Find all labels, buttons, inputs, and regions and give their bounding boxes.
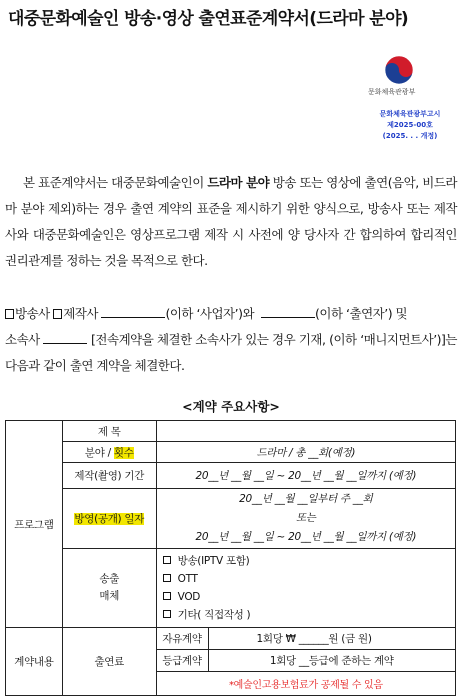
program-label: 프로그램 [6, 421, 63, 628]
parties-paragraph [5, 301, 457, 379]
grade-contract-label: 등급계약 [156, 650, 208, 672]
media-label-line: 매체 [99, 590, 120, 602]
media-label-line: 송출 [99, 573, 120, 585]
intro-text: 본 표준계약서는 대중문화예술인이 [23, 175, 208, 190]
contract-label: 계약내용 [6, 628, 63, 696]
grade-contract-value[interactable]: 1회당 __등급에 준하는 계약 [208, 650, 456, 672]
media-option[interactable]: VOD [163, 588, 453, 606]
agency-label: 소속사 [5, 332, 40, 347]
free-contract-value[interactable]: 1회당 ₩ ______원 (금 원) [208, 628, 456, 650]
ministry-name: 문화체육관광부 [368, 88, 416, 96]
parties-text: [전속계약을 체결한 소속사가 있는 경우 기재, (이하 ‘매니지먼트사’)]는 다음과 같이 출연 계약을 체결한다. [5, 332, 457, 373]
filming-period-value: 20__년 __월 __일 ~ 20__년 __월 __일까지 (예정) [156, 463, 455, 489]
media-option[interactable]: OTT [163, 570, 453, 588]
checkbox-icon[interactable] [163, 610, 171, 618]
broadcaster-checkbox[interactable] [5, 309, 14, 319]
checkbox-icon[interactable] [163, 574, 171, 582]
taegeuk-emblem-icon [384, 55, 414, 85]
contract-summary-table [5, 420, 456, 696]
genre-label [62, 442, 156, 463]
airing-line: 20__년 __월 __일부터 주 __회 [239, 493, 373, 505]
episodes-highlight: 횟수 [113, 446, 134, 459]
checkbox-icon[interactable] [163, 592, 171, 600]
free-contract-label: 자유계약 [156, 628, 208, 650]
airing-line: 또는 [295, 512, 316, 524]
title-value[interactable] [156, 421, 455, 442]
media-options [156, 549, 455, 628]
notice-line: 문화체육관광부고시 [379, 110, 441, 118]
broadcaster-label: 방송사 [15, 306, 50, 321]
genre-value: 드라마 / 총 __회(예정) [156, 442, 455, 463]
filming-period-label: 제작(촬영) 기간 [62, 463, 156, 489]
airing-date-value [156, 489, 455, 549]
media-option[interactable]: 기타( 직접작성 ) [163, 606, 453, 624]
notice-line: (2025. . . 개정) [382, 132, 438, 140]
airing-date-highlight: 방영(공개) 일자 [74, 513, 145, 525]
parties-text: (이하 ‘출연자’) 및 [315, 306, 408, 321]
media-option[interactable]: 방송(IPTV 포함) [163, 552, 453, 570]
performer-name-blank[interactable] [261, 306, 315, 318]
document-title: 대중문화예술인 방송·영상 출연표준계약서(드라마 분야) [8, 9, 409, 29]
airing-date-label [62, 489, 156, 549]
producer-label: 제작사 [63, 306, 98, 321]
intro-paragraph [5, 170, 457, 274]
parties-text: (이하 ‘사업자’)와 [165, 306, 255, 321]
checkbox-icon[interactable] [163, 556, 171, 564]
media-label [62, 549, 156, 628]
producer-checkbox[interactable] [53, 309, 62, 319]
company-name-blank[interactable] [101, 306, 165, 318]
notice-line: 제2025-00호 [387, 121, 433, 129]
title-label: 제 목 [62, 421, 156, 442]
intro-emphasis: 드라마 분야 [207, 175, 270, 190]
fee-label: 출연료 [62, 628, 156, 696]
genre-text: 분야 / [84, 446, 114, 459]
insurance-note: *예술인고용보험료가 공제될 수 있음 [156, 672, 455, 696]
summary-heading: <계약 주요사항> [182, 399, 280, 414]
airing-line: 20__년 __월 __일 ~ 20__년 __월 __일까지 (예정) [195, 531, 417, 543]
agency-name-blank[interactable] [43, 332, 87, 344]
notice-number [360, 109, 460, 142]
intro-text: 방송 또는 영상에 출연(음악, 비드라마 분야 제외)하는 경우 출연 계약의 표준을 제시하기 위한 양식으로, 방송사 또는 제작사와 대중문화예술인은 영상프로그램 제작 시 사전에 양 당사자 간 합의하여 합리적인 권리관계를 정하는 것을 목적으로 한다. [5, 175, 457, 268]
